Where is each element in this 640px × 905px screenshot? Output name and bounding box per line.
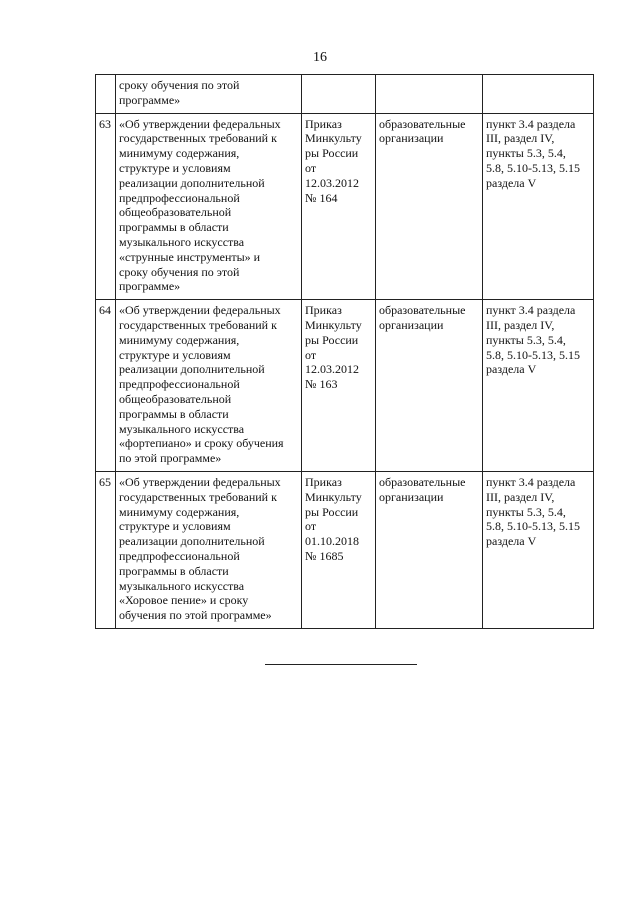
cell-text-line: музыкального искусства [119, 578, 245, 593]
cell-text-line: образовательные [379, 116, 466, 131]
cell-text-line: № 164 [305, 190, 338, 205]
cell-text-line: Минкульту [305, 317, 362, 332]
cell-text-line: 5.8, 5.10-5.13, 5.15 [486, 160, 580, 175]
table-row [96, 75, 594, 114]
cell-text-line: организации [379, 317, 444, 332]
cell-text-line: минимуму содержания, [119, 332, 240, 347]
cell-text-line: пункты 5.3, 5.4, [486, 146, 566, 161]
applicable-organizations-cell [376, 113, 483, 300]
cell-text-line: Приказ [305, 116, 342, 131]
cell-text-line: программе» [119, 279, 181, 294]
row-number-cell: 65 [96, 471, 116, 628]
cell-text-line: Минкульту [305, 131, 362, 146]
provisions-cell [483, 471, 594, 628]
cell-text-line: Минкульту [305, 489, 362, 504]
table-body [96, 75, 594, 629]
cell-text-line: № 163 [305, 377, 338, 392]
cell-text-line: предпрофессиональной [119, 377, 240, 392]
cell-text-line: обучения по этой программе» [119, 608, 272, 623]
document-reference-cell [302, 113, 376, 300]
cell-text-line: «фортепиано» и сроку обучения [119, 436, 284, 451]
cell-text-line: сроку обучения по этой [119, 264, 240, 279]
cell-text-line: раздела V [486, 534, 537, 549]
cell-text-line: структуре и условиям [119, 347, 231, 362]
cell-text-line: III, раздел IV, [486, 489, 555, 504]
applicable-organizations-cell [376, 300, 483, 472]
cell-text-line: «Хоровое пение» и сроку [119, 593, 249, 608]
cell-text-line: Приказ [305, 303, 342, 318]
cell-text-line: от [305, 519, 317, 534]
cell-text-line: государственных требований к [119, 131, 277, 146]
table-row [96, 113, 594, 300]
cell-text-line: программы в области [119, 406, 229, 421]
applicable-organizations-cell [376, 471, 483, 628]
document-title-cell [116, 113, 302, 300]
cell-text-line: реализации дополнительной [119, 534, 265, 549]
cell-text-line: от [305, 160, 317, 175]
cell-text-line: минимуму содержания, [119, 504, 240, 519]
cell-text-line: раздела V [486, 362, 537, 377]
document-reference-cell [302, 471, 376, 628]
applicable-organizations-cell [376, 75, 483, 114]
provisions-cell [483, 300, 594, 472]
cell-text-line: ры России [305, 146, 359, 161]
cell-text-line: сроку обучения по этой [119, 78, 240, 92]
cell-text-line: пункты 5.3, 5.4, [486, 332, 566, 347]
table-row [96, 300, 594, 472]
cell-text-line: ры России [305, 504, 359, 519]
cell-text-line: минимуму содержания, [119, 146, 240, 161]
table-row [96, 471, 594, 628]
row-number-cell [96, 75, 116, 114]
regulations-table [95, 74, 594, 629]
cell-text-line: «Об утверждении федеральных [119, 303, 281, 318]
cell-text-line: предпрофессиональной [119, 548, 240, 563]
cell-text-line: организации [379, 131, 444, 146]
cell-text-line: образовательные [379, 303, 466, 318]
cell-text-line: пункты 5.3, 5.4, [486, 504, 566, 519]
cell-text-line: образовательные [379, 474, 466, 489]
cell-text-line: III, раздел IV, [486, 131, 555, 146]
cell-text-line: раздела V [486, 175, 537, 190]
cell-text-line: пункт 3.4 раздела [486, 474, 576, 489]
cell-text-line: программе» [119, 92, 181, 107]
cell-text-line: музыкального искусства [119, 234, 245, 249]
cell-text-line: реализации дополнительной [119, 362, 265, 377]
row-number-cell: 64 [96, 300, 116, 472]
cell-text-line: ры России [305, 332, 359, 347]
cell-text-line: 12.03.2012 [305, 362, 359, 377]
cell-text-line: «струнные инструменты» и [119, 249, 261, 264]
cell-text-line: государственных требований к [119, 317, 277, 332]
cell-text-line: по этой программе» [119, 451, 222, 466]
cell-text-line: 01.10.2018 [305, 534, 359, 549]
cell-text-line: Приказ [305, 474, 342, 489]
provisions-cell [483, 113, 594, 300]
cell-text-line: реализации дополнительной [119, 175, 265, 190]
cell-text-line: структуре и условиям [119, 519, 231, 534]
cell-text-line: «Об утверждении федеральных [119, 474, 281, 489]
cell-text-line: 5.8, 5.10-5.13, 5.15 [486, 347, 580, 362]
cell-text-line: структуре и условиям [119, 160, 231, 175]
page-number: 16 [313, 50, 327, 65]
cell-text-line: № 1685 [305, 548, 344, 563]
document-reference-cell [302, 75, 376, 114]
cell-text-line: музыкального искусства [119, 421, 245, 436]
cell-text-line: программы в области [119, 220, 229, 235]
cell-text-line: «Об утверждении федеральных [119, 116, 281, 131]
cell-text-line: государственных требований к [119, 489, 277, 504]
document-reference-cell [302, 300, 376, 472]
row-number-cell: 63 [96, 113, 116, 300]
cell-text-line: пункт 3.4 раздела [486, 303, 576, 318]
document-title-cell [116, 471, 302, 628]
end-divider-line [265, 664, 417, 665]
cell-text-line: III, раздел IV, [486, 317, 555, 332]
cell-text-line: предпрофессиональной [119, 190, 240, 205]
provisions-cell [483, 75, 594, 114]
cell-text-line: пункт 3.4 раздела [486, 116, 576, 131]
cell-text-line: 5.8, 5.10-5.13, 5.15 [486, 519, 580, 534]
document-title-cell [116, 300, 302, 472]
cell-text-line: программы в области [119, 563, 229, 578]
cell-text-line: организации [379, 489, 444, 504]
document-title-cell [116, 75, 302, 114]
cell-text-line: 12.03.2012 [305, 175, 359, 190]
cell-text-line: от [305, 347, 317, 362]
cell-text-line: общеобразовательной [119, 205, 232, 220]
cell-text-line: общеобразовательной [119, 391, 232, 406]
